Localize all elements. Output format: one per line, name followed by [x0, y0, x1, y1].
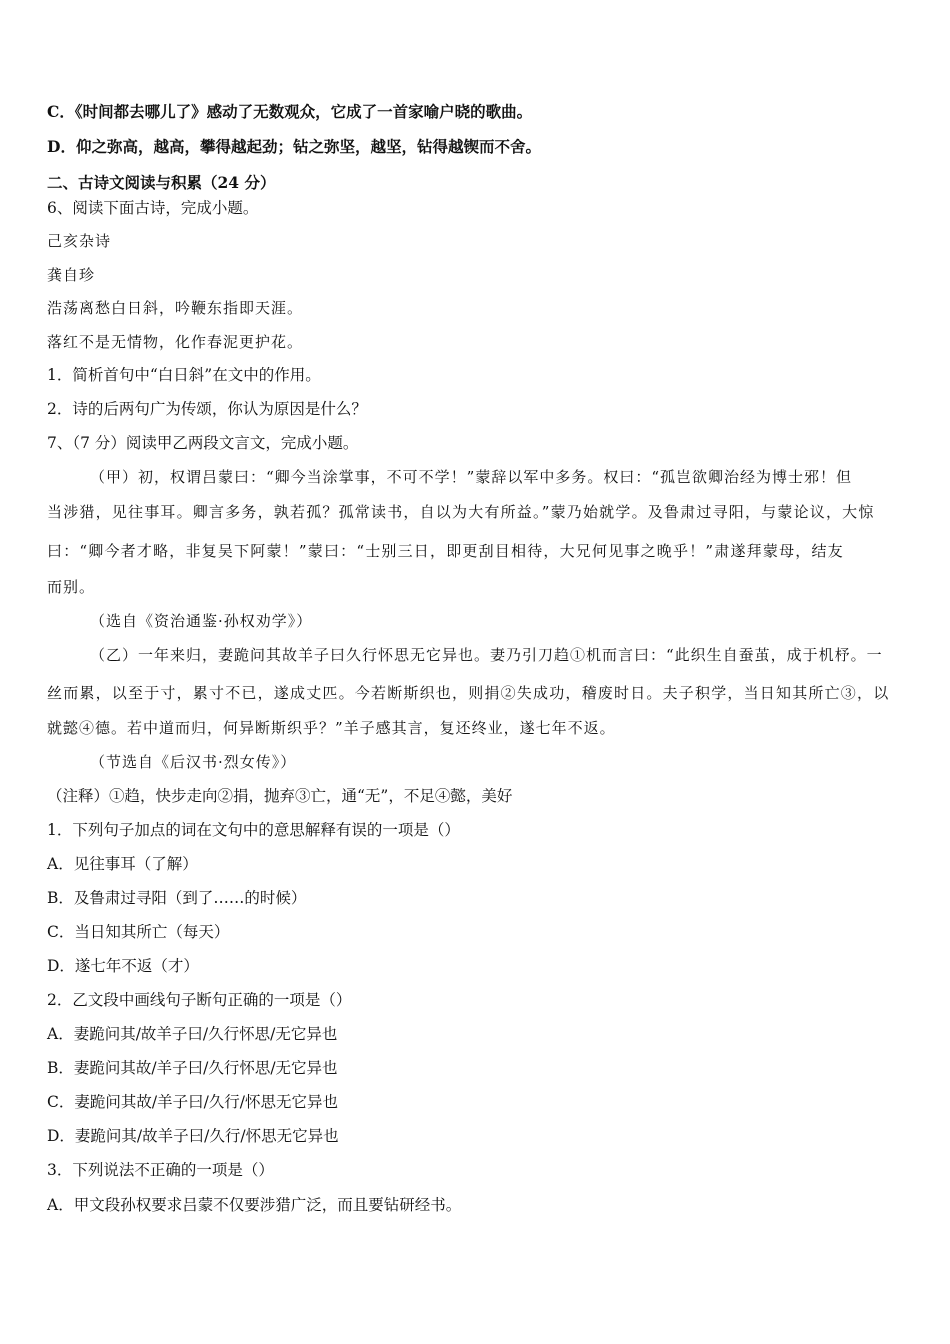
jia-line-1: （甲）初，权谓吕蒙曰：“卿今当涂掌事，不可不学！”蒙辞以军中多务。权曰：“孤岂欲卿治经为博士邪！但 — [90, 468, 853, 486]
jia-line-3: 曰：“卿今者才略，非复吴下阿蒙！”蒙曰：“士别三日，即更刮目相待，大兄何见事之晚乎！”肃遂拜蒙母，结友 — [47, 542, 844, 560]
yi-source: （节选自《后汉书·烈女传》） — [90, 753, 297, 771]
poem-line-2: 落红不是无情物，化作春泥更护花。 — [47, 333, 304, 351]
q6-sub2: 2．诗的后两句广为传颂，你认为原因是什么？ — [47, 400, 367, 418]
q7-sub1-option-b: B．及鲁肃过寻阳（到了……的时候） — [47, 889, 307, 907]
poem-author: 龚自珍 — [47, 266, 96, 284]
q7-sub3-option-a: A．甲文段孙权要求吕蒙不仅要涉猎广泛，而且要钻研经书。 — [47, 1196, 462, 1214]
q7-sub2-option-a: A．妻跪问其/故羊子曰/久行怀思/无它异也 — [47, 1025, 338, 1043]
q7-sub1-question: 1．下列句子加点的词在文句中的意思解释有误的一项是（） — [47, 821, 460, 839]
q7-sub2-option-d: D．妻跪问其/故羊子曰/久行/怀思无它异也 — [47, 1127, 339, 1145]
q7-sub1-option-a: A．见往事耳（了解） — [47, 855, 198, 873]
jia-line-2: 当涉猎，见往事耳。卿言多务，孰若孤？孤常读书，自以为大有所益。”蒙乃始就学。及鲁肃过寻阳，与蒙论议，大惊 — [47, 503, 875, 521]
yi-line-2: 丝而累，以至于寸，累寸不已，遂成丈匹。今若断斯织也，则捐②失成功，稽废时日。夫子积学，当日知其所亡③，以 — [47, 684, 890, 702]
q7-prompt: 7、（7 分）阅读甲乙两段文言文，完成小题。 — [47, 434, 359, 452]
q6-prompt: 6、阅读下面古诗，完成小题。 — [47, 199, 259, 217]
jia-line-4: 而别。 — [47, 578, 96, 596]
q7-sub2-option-c: C．妻跪问其故/羊子曰/久行/怀思无它异也 — [47, 1093, 339, 1111]
q7-sub2-question: 2．乙文段中画线句子断句正确的一项是（） — [47, 991, 352, 1009]
q7-sub3-question: 3．下列说法不正确的一项是（） — [47, 1161, 274, 1179]
option-d: D．仰之弥高，越高，攀得越起劲；钻之弥坚，越坚，钻得越锲而不舍。 — [47, 137, 541, 156]
poem-title: 己亥杂诗 — [47, 232, 112, 250]
jia-source: （选自《资治通鉴·孙权劝学》） — [90, 612, 313, 630]
yi-line-3: 就懿④德。若中道而归，何异断斯织乎？”羊子感其言，复还终业，遂七年不返。 — [47, 719, 616, 737]
section-heading: 二、古诗文阅读与积累（24 分） — [47, 173, 276, 192]
q6-sub1: 1．简析首句中“白日斜”在文中的作用。 — [47, 366, 321, 384]
q7-sub2-option-b: B．妻跪问其故/羊子曰/久行怀思/无它异也 — [47, 1059, 338, 1077]
q7-sub1-option-d: D．遂七年不返（才） — [47, 957, 199, 975]
yi-line-1: （乙）一年来归，妻跪问其故羊子曰久行怀思无它异也。妻乃引刀趋①机而言曰：“此织生自蚕茧，成于机杼。一 — [90, 646, 883, 664]
option-c: C．《时间都去哪儿了》感动了无数观众，它成了一首家喻户晓的歌曲。 — [47, 102, 533, 121]
notes: （注释）①趋，快步走向②捐，抛弃③亡，通“无”，不足④懿，美好 — [47, 787, 513, 805]
poem-line-1: 浩荡离愁白日斜，吟鞭东指即天涯。 — [47, 299, 304, 317]
q7-sub1-option-c: C．当日知其所亡（每天） — [47, 923, 230, 941]
